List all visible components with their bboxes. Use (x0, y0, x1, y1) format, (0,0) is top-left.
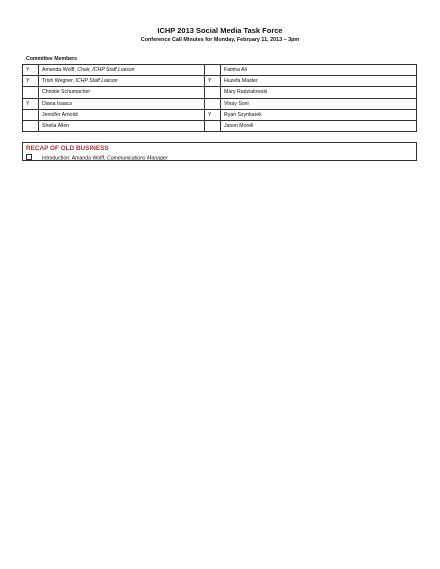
member-name-left (39, 109, 205, 120)
member-name: Jennifer Arnoldi (42, 111, 78, 118)
attendance-flag-left: Y (23, 65, 39, 76)
committee-members-label: Committee Members (26, 56, 78, 62)
recap-item (26, 154, 168, 162)
member-name: Christie Schumacher (42, 89, 91, 96)
table-row (23, 120, 417, 131)
table-row (23, 87, 417, 98)
recap-heading: RECAP OF OLD BUSINESS (26, 145, 109, 152)
document-subtitle: Conference Call Minutes for Monday, February 11, 2013 – 3pm (140, 37, 300, 43)
member-name: Diana Isaacs (42, 100, 72, 107)
table-row (23, 76, 417, 87)
member-name-right: Huzefa Master (221, 76, 417, 87)
member-name-right: Fatima Ali (221, 65, 417, 76)
member-name-right: Ryan Szynkarek (221, 109, 417, 120)
attendance-flag-right (205, 120, 221, 131)
member-role: Chair, ICHP Staff Liaison (77, 67, 135, 74)
recap-item-text: Introduction: Amanda Wolff, (42, 155, 107, 162)
member-name-left (39, 120, 205, 131)
member-name-left (39, 98, 205, 109)
attendance-flag-left: Y (23, 98, 39, 109)
checkbox-icon (26, 154, 32, 160)
attendance-flag-left (23, 120, 39, 131)
table-row (23, 98, 417, 109)
member-name-right: Vinay Soni (221, 98, 417, 109)
attendance-flag-right (205, 87, 221, 98)
attendance-flag-right (205, 65, 221, 76)
table-row (23, 109, 417, 120)
member-name-right: Mary Radzialowski (221, 87, 417, 98)
attendance-flag-right: Y (205, 109, 221, 120)
committee-members-body (23, 65, 417, 132)
attendance-flag-left (23, 87, 39, 98)
member-role: ICHP Staff Liaison (75, 78, 118, 85)
table-row (23, 65, 417, 76)
committee-members-table (22, 64, 417, 132)
attendance-flag-right (205, 98, 221, 109)
attendance-flag-left: Y (23, 76, 39, 87)
member-name-left (39, 87, 205, 98)
member-name-right: Jason Morell (221, 120, 417, 131)
attendance-flag-right: Y (205, 76, 221, 87)
attendance-flag-left (23, 109, 39, 120)
member-name-left (39, 76, 205, 87)
member-name: Sheila Allen (42, 123, 70, 130)
recap-section (22, 142, 417, 161)
document-title: ICHP 2013 Social Media Task Force (157, 26, 283, 35)
member-name: Amanda Wolff, (42, 67, 78, 74)
member-name: Trish Wegner, (42, 78, 76, 85)
member-name-left (39, 65, 205, 76)
recap-item-role: Communications Manager (106, 155, 168, 162)
